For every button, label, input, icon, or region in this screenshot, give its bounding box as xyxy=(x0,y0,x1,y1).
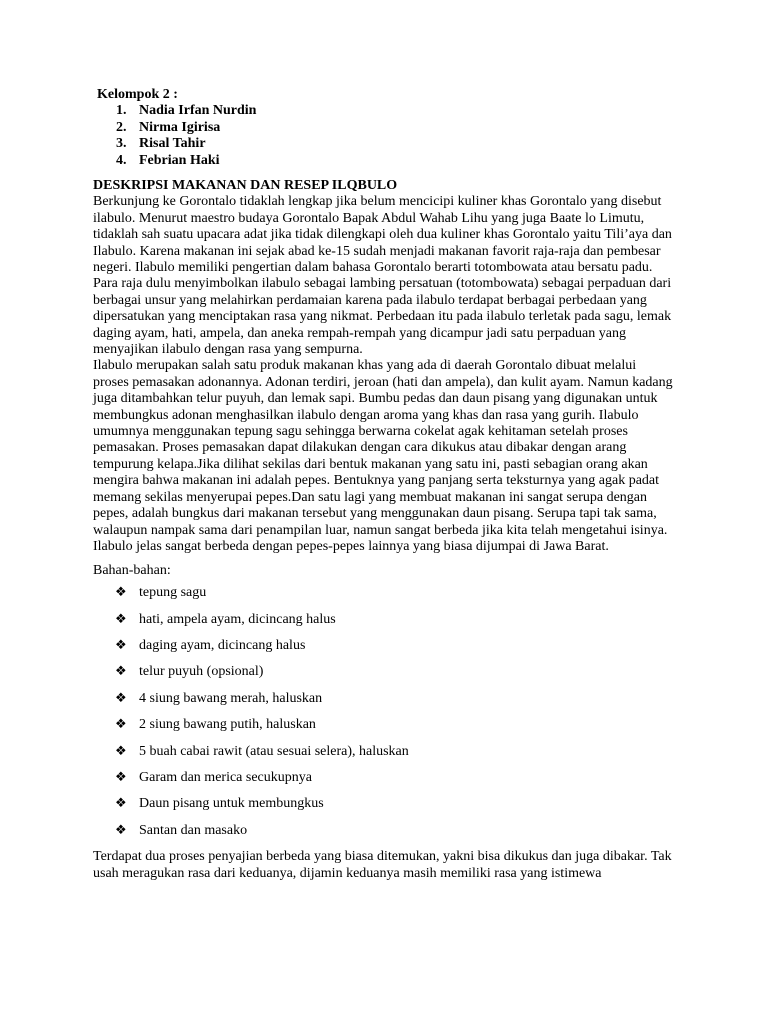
member-number: 3. xyxy=(116,136,127,152)
diamond-bullet-icon: ❖ xyxy=(115,690,127,706)
member-item xyxy=(93,153,675,170)
ingredient-text: 5 buah cabai rawit (atau sesuai selera), haluskan xyxy=(139,743,409,759)
ingredient-text: hati, ampela ayam, dicincang halus xyxy=(139,611,336,627)
closing-paragraph: Terdapat dua proses penyajian berbeda yang biasa ditemukan, yakni bisa dikukus dan juga dibakar. Tak usah meragukan rasa dari keduanya, dijamin keduanya masih memiliki rasa yang istimewa xyxy=(93,849,672,881)
ingredient-text: 4 siung bawang merah, haluskan xyxy=(139,690,323,706)
diamond-bullet-icon: ❖ xyxy=(115,796,127,812)
group-title: Kelompok 2 : xyxy=(97,87,178,102)
ingredient-item xyxy=(93,691,675,717)
ingredient-item xyxy=(93,585,675,611)
ingredient-text: Daun pisang untuk membungkus xyxy=(139,796,324,812)
ingredient-item xyxy=(93,744,675,770)
document-page xyxy=(93,87,675,882)
ingredient-text: Santan dan masako xyxy=(139,822,248,838)
ingredient-text: Garam dan merica secukupnya xyxy=(139,770,312,786)
member-item xyxy=(93,136,675,153)
member-item xyxy=(93,103,675,120)
diamond-bullet-icon: ❖ xyxy=(115,717,127,733)
member-list xyxy=(93,103,675,169)
diamond-bullet-icon: ❖ xyxy=(115,770,127,786)
member-number: 4. xyxy=(116,152,127,168)
ingredient-item xyxy=(93,770,675,796)
ingredient-text: 2 siung bawang putih, haluskan xyxy=(139,717,316,733)
diamond-bullet-icon: ❖ xyxy=(115,664,127,680)
member-number: 2. xyxy=(116,119,127,135)
ingredient-item xyxy=(93,796,675,822)
ingredient-item xyxy=(93,638,675,664)
diamond-bullet-icon: ❖ xyxy=(115,585,127,601)
ingredient-item xyxy=(93,664,675,690)
ingredient-item xyxy=(93,717,675,743)
member-name: Nirma Igirisa xyxy=(139,119,221,135)
member-name: Febrian Haki xyxy=(139,152,220,168)
description-paragraph-1: Berkunjung ke Gorontalo tidaklah lengkap jika belum mencicipi kuliner khas Gorontalo yang disebut ilabulo. Menurut maestro budaya Gorontalo Bapak Abdul Wahab Lihu yang juga Baate lo Limutu, tidaklah sah suatu upacara adat jika tidak dilengkapi oleh dua kuliner khas Gorontalo yaitu Tili’aya dan Ilabulo. Karena makanan ini sejak abad ke-15 sudah menjadi makanan favorit raja-raja dan pembesar negeri. Ilabulo memiliki pengertian dalam bahasa Gorontalo berarti totombowata atau bersatu padu. Para raja dulu menyimbolkan ilabulo sebagai lambing persatuan (totombowata) sebagai perpaduan dari berbagai unsur yang melahirkan perdamaian karena pada ilabulo terdapat berbagai perbedaan yang dipersatukan yang menciptakan rasa yang nikmat. Perbedaan itu pada ilabulo terletak pada sagu, lemak daging ayam, hati, ampela, dan aneka rempah-rempah yang dicampur jadi satu perpaduan yang menyajikan ilabulo dengan rasa yang sempurna. xyxy=(93,194,672,358)
member-name: Risal Tahir xyxy=(139,136,206,152)
description-paragraph-2: Ilabulo merupakan salah satu produk makanan khas yang ada di daerah Gorontalo dibuat melalui proses pemasakan adonannya. Adonan terdiri, jeroan (hati dan ampela), dan kulit ayam. Namun kadang juga ditambahkan telur puyuh, dan lemak sapi. Bumbu pedas dan daun pisang yang digunakan untuk membungkus adonan menghasilkan ilabulo dengan aroma yang khas dan rasa yang gurih. Ilabulo umumnya menggunakan tepung sagu sehingga berwarna cokelat agak kehitaman setelah proses pemasakan. Proses pemasakan dapat dilakukan dengan cara dikukus atau dibakar dengan arang tempurung kelapa.Jika dilihat sekilas dari bentuk makanan yang satu ini, pasti sebagian orang akan mengira bahwa makanan ini adalah pepes. Bentuknya yang panjang serta teksturnya yang agak padat memang sekilas menyerupai pepes.Dan satu lagi yang membuat makanan ini sangat serupa dengan pepes, adalah bungkus dari makanan tersebut yang menggunakan daun pisang. Serupa tapi tak sama, walaupun nampak sama dari penampilan luar, namun sangat berbeda jika kita telah mengetahui isinya. Ilabulo jelas sangat berbeda dengan pepes-pepes lainnya yang biasa dijumpai di Jawa Barat. xyxy=(93,358,673,554)
diamond-bullet-icon: ❖ xyxy=(115,822,127,838)
diamond-bullet-icon: ❖ xyxy=(115,611,127,627)
member-number: 1. xyxy=(116,103,127,118)
member-name: Nadia Irfan Nurdin xyxy=(139,103,257,118)
ingredient-list xyxy=(93,585,675,849)
section-title: DESKRIPSI MAKANAN DAN RESEP ILQBULO xyxy=(93,178,398,194)
ingredient-text: telur puyuh (opsional) xyxy=(139,664,264,680)
ingredient-text: tepung sagu xyxy=(139,585,207,601)
ingredient-text: daging ayam, dicincang halus xyxy=(139,638,306,654)
diamond-bullet-icon: ❖ xyxy=(115,743,127,759)
member-item xyxy=(93,120,675,137)
diamond-bullet-icon: ❖ xyxy=(115,638,127,654)
ingredient-item xyxy=(93,612,675,638)
ingredient-item xyxy=(93,823,675,849)
ingredients-label: Bahan-bahan: xyxy=(93,563,171,579)
